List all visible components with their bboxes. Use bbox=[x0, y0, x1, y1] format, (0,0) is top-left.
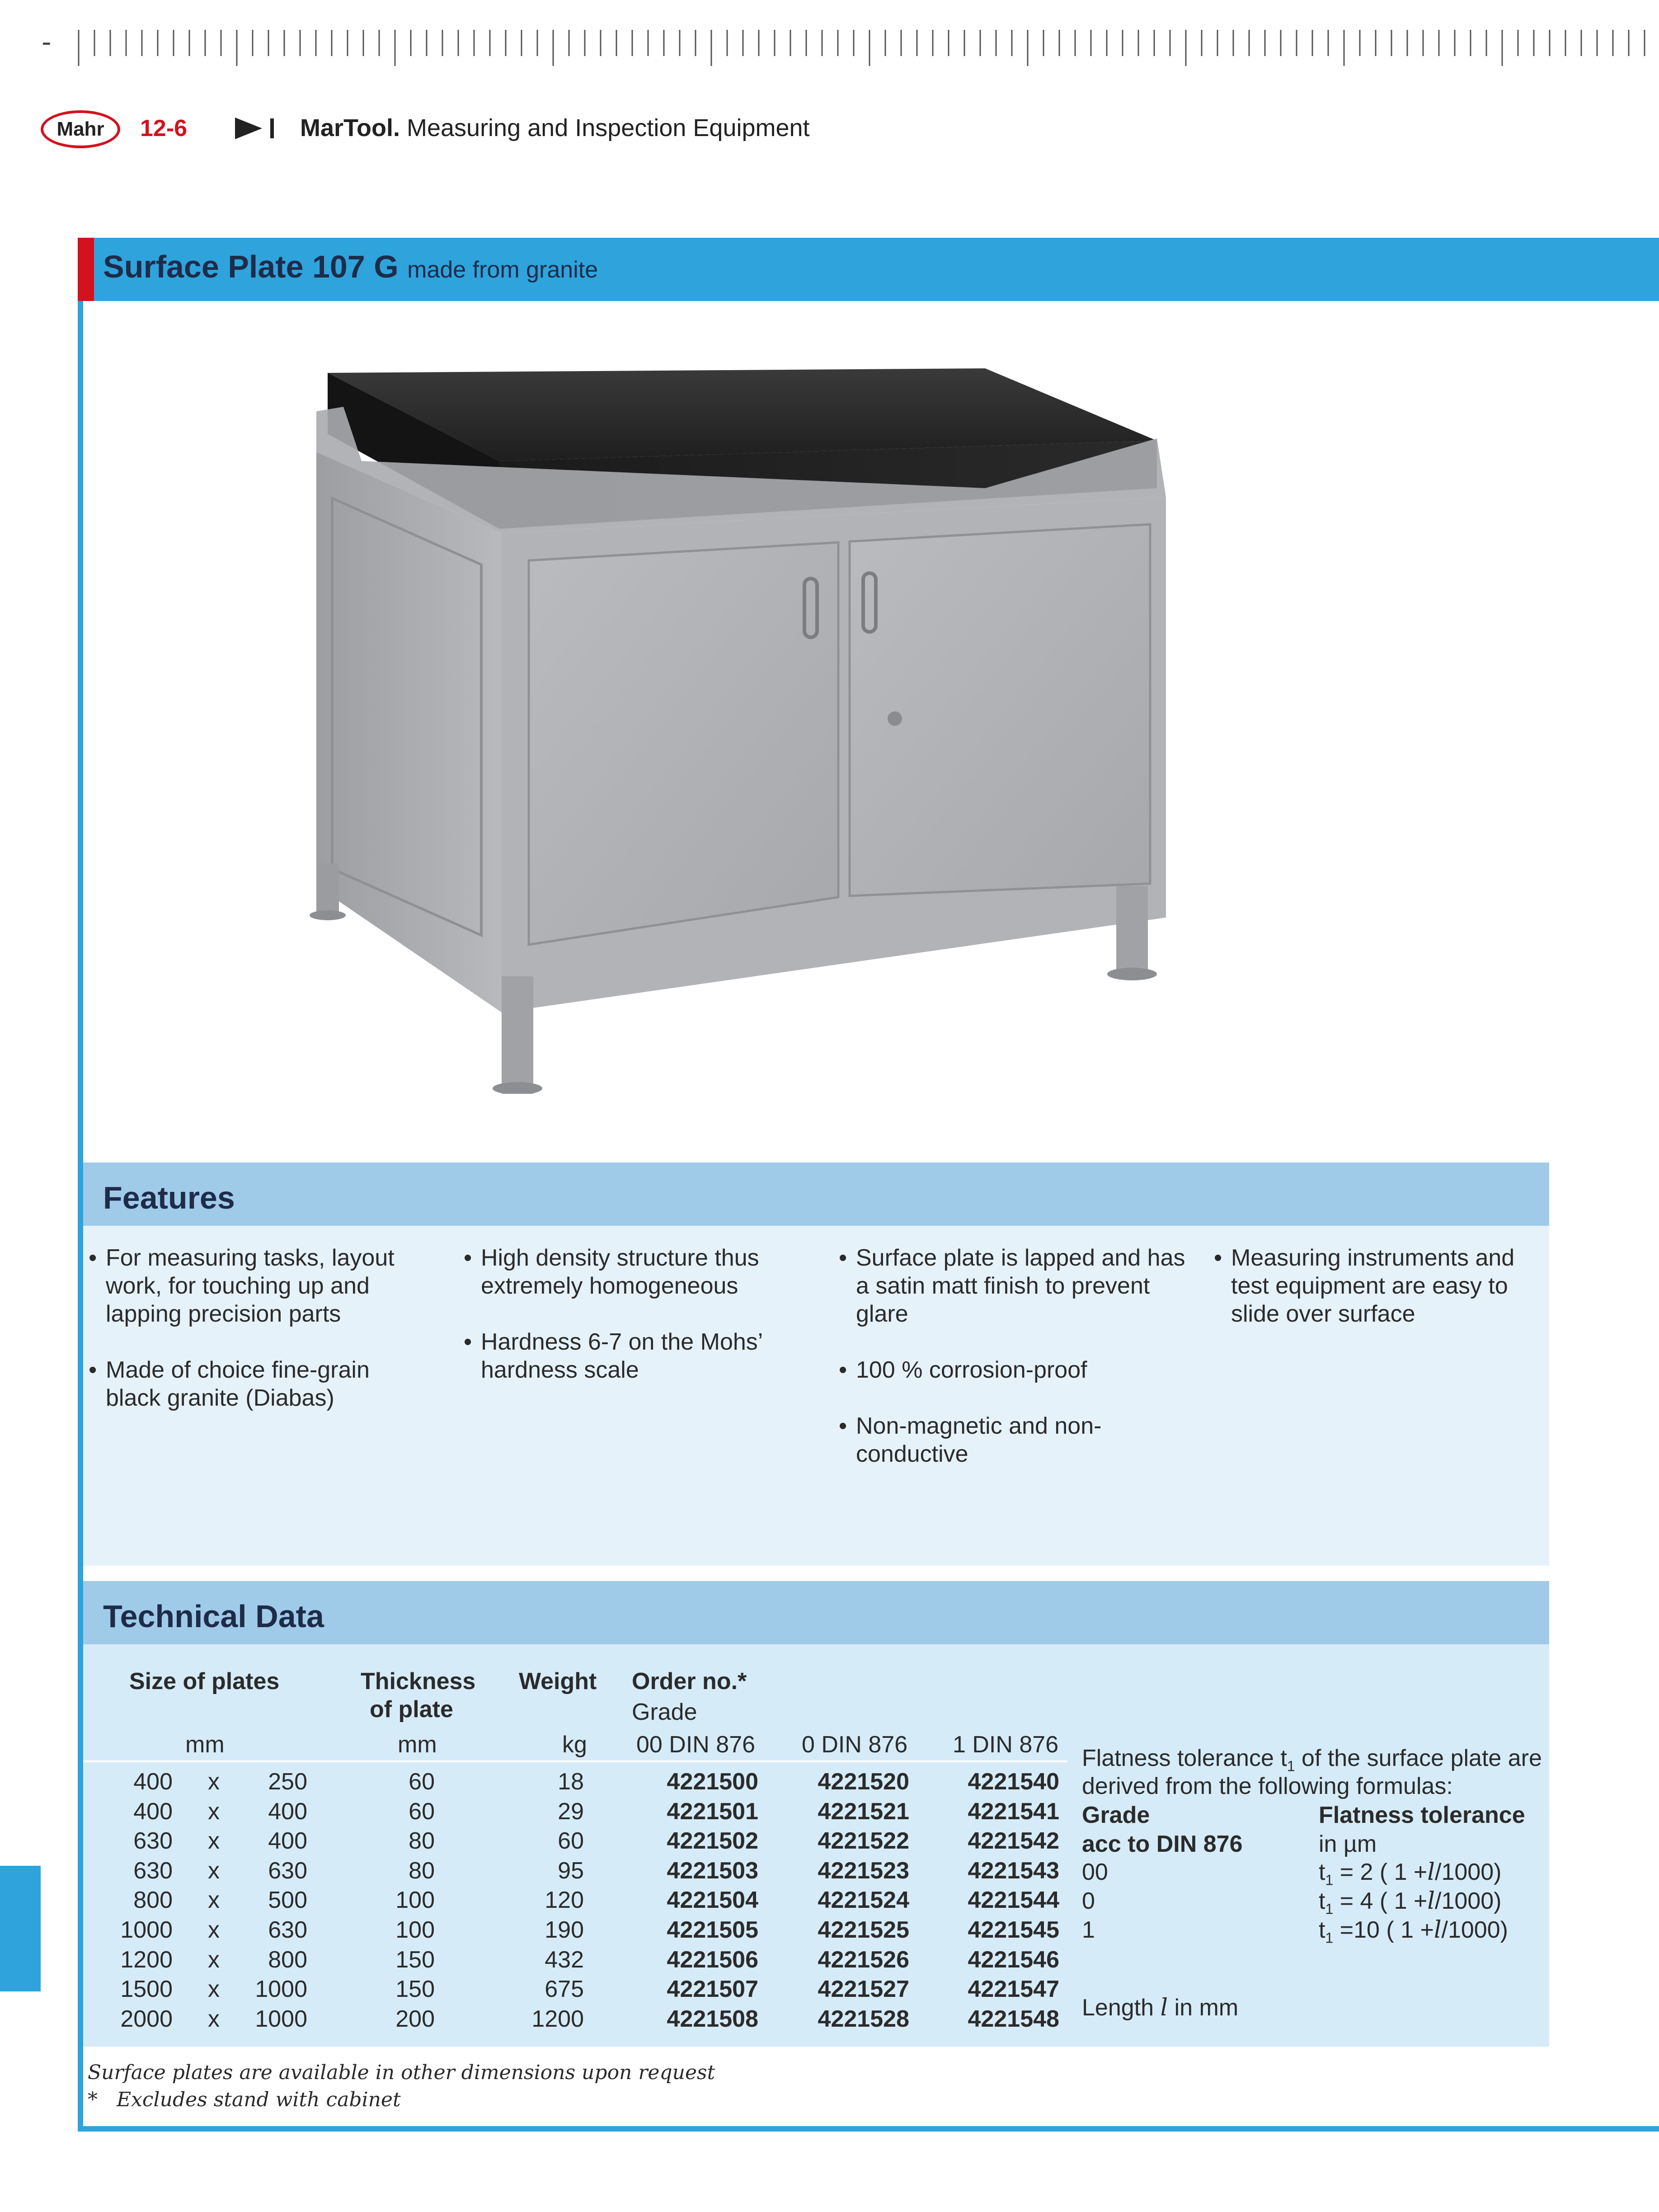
col-thickness-heading: Thickness bbox=[361, 1668, 476, 1694]
footnote-dimensions: Surface plates are available in other dimensions upon request bbox=[88, 2061, 715, 2084]
formula-body: = 2 ( 1 + bbox=[1333, 1859, 1428, 1885]
table-cell-w: 400 bbox=[133, 1798, 173, 1825]
tolerance-intro-a: Flatness tolerance t bbox=[1082, 1745, 1287, 1771]
feature-item: • Surface plate is lapped and has a satin matt finish to prevent glare bbox=[836, 1244, 1189, 1328]
table-cell-o00: 4221505 bbox=[667, 1917, 758, 1943]
page-number: 12-6 bbox=[140, 115, 188, 141]
table-cell-x: x bbox=[208, 1769, 220, 1795]
formula-tail: /1000) bbox=[1435, 1888, 1502, 1914]
features-column-4 bbox=[1211, 1244, 1537, 1356]
frame-left-border bbox=[78, 301, 83, 2132]
table-cell-x: x bbox=[208, 1887, 220, 1914]
table-cell-h: 1000 bbox=[255, 2005, 307, 2032]
footnote-asterisk: * bbox=[88, 2088, 98, 2111]
formula-l: l bbox=[1433, 1916, 1442, 1944]
table-cell-h: 1000 bbox=[255, 1976, 307, 2003]
table-cell-t: 60 bbox=[409, 1769, 435, 1795]
table-cell-o00: 4221501 bbox=[667, 1798, 758, 1825]
table-cell-o1: 4221547 bbox=[968, 1976, 1059, 2003]
surface-plate-cabinet-image bbox=[289, 344, 1193, 1094]
product-name: Surface Plate 107 G bbox=[103, 249, 399, 284]
table-cell-t: 150 bbox=[395, 1976, 435, 2003]
table-cell-t: 80 bbox=[409, 1857, 435, 1884]
table-cell-o1: 4221548 bbox=[968, 2005, 1059, 2032]
table-cell-kg: 190 bbox=[545, 1917, 584, 1943]
length-symbol: l bbox=[1160, 1994, 1168, 2021]
tolerance-intro-sub: 1 bbox=[1287, 1758, 1295, 1774]
mahr-logo bbox=[41, 110, 120, 148]
title-red-marker bbox=[78, 238, 94, 301]
tolerance-value-unit: in µm bbox=[1319, 1831, 1377, 1857]
table-cell-o0: 4221527 bbox=[818, 1976, 909, 2003]
ruler-scale bbox=[77, 30, 1659, 66]
table-cell-o1: 4221544 bbox=[968, 1887, 1059, 1914]
table-cell-t: 150 bbox=[395, 1946, 435, 1973]
tolerance-formula bbox=[1319, 1887, 1501, 1917]
play-arrow-icon bbox=[235, 118, 262, 139]
brand-name: MarTool. bbox=[300, 114, 400, 141]
table-cell-w: 1200 bbox=[120, 1946, 173, 1973]
table-cell-o0: 4221520 bbox=[818, 1769, 909, 1795]
table-cell-w: 2000 bbox=[120, 2005, 173, 2032]
table-cell-x: x bbox=[208, 1946, 220, 1973]
col-grade-00: 00 DIN 876 bbox=[636, 1732, 756, 1758]
table-cell-h: 500 bbox=[268, 1887, 307, 1914]
table-cell-x: x bbox=[208, 1917, 220, 1943]
table-cell-kg: 60 bbox=[558, 1828, 584, 1854]
table-cell-o0: 4221522 bbox=[818, 1828, 909, 1854]
catalog-subtitle: Measuring and Inspection Equipment bbox=[407, 114, 810, 141]
feature-item: • Hardness 6-7 on the Mohs’ hardness scale bbox=[461, 1328, 786, 1384]
page-edge-dash: - bbox=[42, 26, 52, 58]
table-cell-kg: 675 bbox=[545, 1976, 584, 2003]
table-cell-o00: 4221503 bbox=[667, 1857, 758, 1884]
table-cell-x: x bbox=[208, 1798, 220, 1825]
table-cell-w: 800 bbox=[133, 1887, 173, 1914]
tolerance-value-heading: Flatness tolerance bbox=[1319, 1802, 1525, 1828]
table-cell-h: 630 bbox=[268, 1857, 307, 1884]
table-cell-o1: 4221543 bbox=[968, 1857, 1059, 1884]
col-size-unit: mm bbox=[185, 1732, 225, 1758]
frame-bottom-border bbox=[78, 2126, 1659, 2132]
feature-item: • Made of choice fine-grain black granite (Diabas) bbox=[86, 1356, 429, 1412]
table-cell-kg: 95 bbox=[558, 1857, 584, 1884]
col-weight-unit: kg bbox=[562, 1732, 587, 1758]
formula-sub: 1 bbox=[1325, 1901, 1334, 1917]
table-cell-kg: 1200 bbox=[531, 2005, 584, 2032]
table-cell-kg: 29 bbox=[558, 1798, 584, 1825]
length-note-b: in mm bbox=[1174, 1995, 1239, 2021]
table-cell-x: x bbox=[208, 1828, 220, 1854]
table-cell-o00: 4221506 bbox=[667, 1946, 758, 1973]
formula-t: t bbox=[1319, 1917, 1325, 1943]
col-order-heading: Order no.* bbox=[632, 1668, 747, 1694]
table-header-rule bbox=[83, 1760, 1067, 1762]
formula-sub: 1 bbox=[1325, 1872, 1334, 1888]
table-cell-o1: 4221542 bbox=[968, 1828, 1059, 1854]
feature-item: • Non-magnetic and non-conductive bbox=[836, 1412, 1189, 1468]
formula-body: = 4 ( 1 + bbox=[1333, 1888, 1428, 1914]
catalog-title bbox=[300, 114, 810, 142]
table-cell-o0: 4221528 bbox=[818, 2005, 909, 2032]
tolerance-intro bbox=[1082, 1745, 1542, 1774]
table-cell-w: 400 bbox=[133, 1769, 173, 1795]
col-grade-label: Grade bbox=[632, 1699, 697, 1725]
logo-text: Mahr bbox=[56, 118, 104, 140]
technical-heading-bar bbox=[83, 1581, 1549, 1644]
tolerance-grade-heading: Grade bbox=[1082, 1802, 1150, 1828]
col-thickness-unit: mm bbox=[398, 1732, 437, 1758]
footnote-excludes: Excludes stand with cabinet bbox=[116, 2088, 401, 2111]
formula-tail: /1000) bbox=[1435, 1859, 1502, 1885]
col-size-heading: Size of plates bbox=[129, 1668, 280, 1694]
table-cell-t: 100 bbox=[395, 1887, 435, 1914]
table-cell-x: x bbox=[208, 2005, 220, 2032]
footnote-asterisk-line bbox=[88, 2088, 401, 2111]
table-cell-o00: 4221508 bbox=[667, 2005, 758, 2032]
table-cell-w: 630 bbox=[133, 1857, 173, 1884]
table-cell-o00: 4221507 bbox=[667, 1976, 758, 2003]
table-cell-o1: 4221545 bbox=[968, 1917, 1059, 1943]
table-cell-t: 100 bbox=[395, 1917, 435, 1943]
tolerance-intro-b: of the surface plate are bbox=[1295, 1745, 1542, 1771]
feature-item: • 100 % corrosion-proof bbox=[836, 1356, 1189, 1384]
table-cell-x: x bbox=[208, 1857, 220, 1884]
table-cell-h: 630 bbox=[268, 1917, 307, 1943]
tolerance-formula bbox=[1319, 1859, 1501, 1888]
features-column-1 bbox=[86, 1244, 429, 1440]
table-cell-h: 400 bbox=[268, 1798, 307, 1825]
table-cell-o0: 4221525 bbox=[818, 1917, 909, 1943]
table-cell-w: 1000 bbox=[120, 1917, 173, 1943]
table-cell-o00: 4221504 bbox=[667, 1887, 758, 1914]
length-note-a: Length bbox=[1082, 1995, 1154, 2021]
table-cell-kg: 432 bbox=[545, 1946, 584, 1973]
tolerance-grade-heading-2: acc to DIN 876 bbox=[1082, 1831, 1243, 1857]
col-weight-heading: Weight bbox=[519, 1668, 597, 1694]
table-cell-h: 250 bbox=[268, 1769, 307, 1795]
formula-l: l bbox=[1427, 1887, 1435, 1915]
table-cell-o1: 4221546 bbox=[968, 1946, 1059, 1973]
formula-l: l bbox=[1427, 1859, 1435, 1886]
formula-body: =10 ( 1 + bbox=[1333, 1917, 1434, 1943]
table-cell-kg: 120 bbox=[545, 1887, 584, 1914]
features-heading-bar bbox=[83, 1162, 1549, 1226]
table-cell-t: 80 bbox=[409, 1828, 435, 1854]
formula-t: t bbox=[1319, 1888, 1325, 1914]
table-cell-o00: 4221502 bbox=[667, 1828, 758, 1854]
table-cell-o00: 4221500 bbox=[667, 1769, 758, 1795]
feature-item: • For measuring tasks, layout work, for touching up and lapping precision parts bbox=[86, 1244, 429, 1328]
features-column-3 bbox=[836, 1244, 1189, 1496]
feature-item: • High density structure thus extremely homogeneous bbox=[461, 1244, 786, 1300]
col-thickness-heading-2: of plate bbox=[370, 1696, 453, 1723]
tolerance-formula bbox=[1319, 1916, 1508, 1946]
col-grade-1: 1 DIN 876 bbox=[953, 1732, 1059, 1758]
table-cell-o0: 4221524 bbox=[818, 1887, 909, 1914]
col-grade-0: 0 DIN 876 bbox=[802, 1732, 908, 1758]
table-cell-w: 630 bbox=[133, 1828, 173, 1854]
tolerance-intro-line2: derived from the following formulas: bbox=[1082, 1773, 1453, 1799]
feature-item: • Measuring instruments and test equipment are easy to slide over surface bbox=[1211, 1244, 1537, 1328]
chapter-side-tab bbox=[0, 1866, 41, 1991]
formula-sub: 1 bbox=[1325, 1930, 1334, 1946]
formula-tail: /1000) bbox=[1441, 1917, 1508, 1943]
tolerance-grade: 00 bbox=[1082, 1859, 1108, 1885]
table-cell-kg: 18 bbox=[558, 1769, 584, 1795]
separator-bar bbox=[270, 118, 274, 138]
table-cell-h: 800 bbox=[268, 1946, 307, 1973]
tolerance-grade: 0 bbox=[1082, 1888, 1095, 1914]
tolerance-grade: 1 bbox=[1082, 1917, 1095, 1943]
product-title bbox=[103, 249, 598, 285]
table-cell-o0: 4221521 bbox=[818, 1798, 909, 1825]
formula-t: t bbox=[1319, 1859, 1325, 1885]
technical-heading: Technical Data bbox=[103, 1599, 324, 1634]
table-cell-h: 400 bbox=[268, 1828, 307, 1854]
table-cell-o0: 4221523 bbox=[818, 1857, 909, 1884]
table-cell-x: x bbox=[208, 1976, 220, 2003]
features-column-2 bbox=[461, 1244, 786, 1412]
length-note bbox=[1082, 1994, 1238, 2021]
table-cell-o1: 4221540 bbox=[968, 1769, 1059, 1795]
table-cell-o0: 4221526 bbox=[818, 1946, 909, 1973]
table-cell-w: 1500 bbox=[120, 1976, 173, 2003]
table-cell-o1: 4221541 bbox=[968, 1798, 1059, 1825]
table-cell-t: 60 bbox=[409, 1798, 435, 1825]
product-material: made from granite bbox=[407, 257, 598, 283]
features-heading: Features bbox=[103, 1180, 235, 1215]
table-cell-t: 200 bbox=[395, 2005, 435, 2032]
